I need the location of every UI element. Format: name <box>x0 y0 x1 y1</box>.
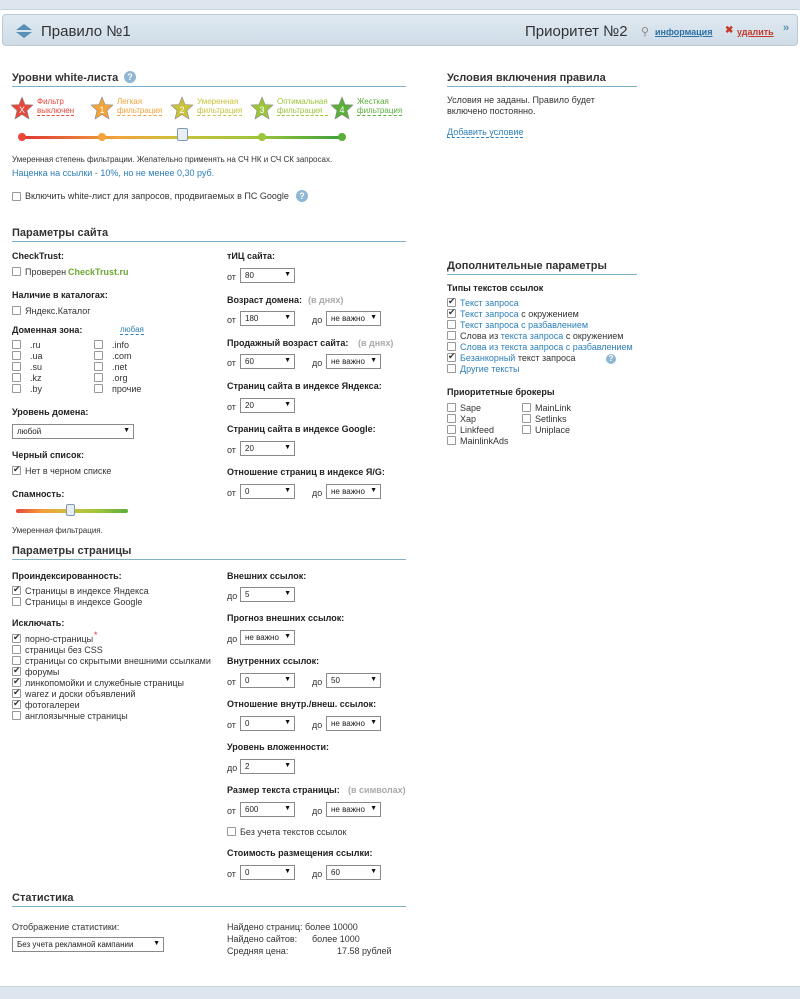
link-type-checkbox[interactable] <box>447 320 456 329</box>
link-type-text: текст запроса <box>515 353 576 363</box>
blacklist-checkbox[interactable] <box>12 466 21 475</box>
exclude-label: страницы без CSS <box>25 645 103 655</box>
zone-checkbox[interactable] <box>94 351 103 360</box>
link-type-text: с окружением <box>518 309 579 319</box>
exclude-checkbox[interactable] <box>12 678 21 687</box>
domain-age-from-select[interactable]: 180 ▼ <box>240 311 295 326</box>
link-type-checkbox[interactable] <box>447 298 456 307</box>
google-pages-label: Страниц сайта в индексе Google: <box>227 424 376 434</box>
zone-label: .by <box>30 384 43 394</box>
to-label: до <box>227 634 238 644</box>
from-label: от <box>227 315 236 325</box>
exclude-label: порно-страницы <box>25 634 94 644</box>
whitelist-description: Умеренная степень фильтрации. Желательно применять на СЧ НК и СЧ СК запросах. <box>12 155 333 164</box>
domain-level-select[interactable]: любой ▼ <box>12 424 134 439</box>
indexed-list <box>12 586 212 610</box>
level-label[interactable] <box>117 97 162 116</box>
section-divider <box>447 274 637 275</box>
section-divider <box>12 906 406 907</box>
exclude-label: страницы со скрытыми внешними ссылками <box>25 656 211 666</box>
spam-slider-handle[interactable] <box>66 504 75 516</box>
checktrust-checkbox[interactable] <box>12 267 21 276</box>
close-icon: ✖ <box>725 25 734 36</box>
sites-found-label: Найдено сайтов: <box>227 934 298 944</box>
rule-title: Правило №1 <box>41 23 131 40</box>
whitelist-levels <box>10 96 410 156</box>
level-label-line2: фильтрация <box>357 106 403 115</box>
broker-label: Uniplace <box>535 425 571 435</box>
from-label: от <box>227 677 236 687</box>
broker-checkbox[interactable] <box>447 436 456 445</box>
nesting-label: Уровень вложенности: <box>227 742 329 752</box>
to-label: до <box>312 806 323 816</box>
catalogs-label: Наличие в каталогах: <box>12 290 108 300</box>
level-label[interactable] <box>197 97 242 116</box>
link-type-text: Текст запроса с разбавлением <box>460 320 589 330</box>
zone-label: прочие <box>112 384 142 394</box>
section-divider <box>12 241 406 242</box>
whitelist-title: Уровни white-листа <box>12 72 119 84</box>
indexed-label: Проиндексированность: <box>12 571 122 581</box>
zone-checkbox[interactable] <box>12 340 21 349</box>
from-label: от <box>227 720 236 730</box>
level-label-line1: Фильтр <box>37 97 64 106</box>
zone-label: .ua <box>30 351 43 361</box>
exclude-checkbox[interactable] <box>12 689 21 698</box>
required-mark: * <box>94 630 98 640</box>
text-size-label: Размер текста страницы: <box>227 785 340 795</box>
link-type-checkbox[interactable] <box>447 353 456 362</box>
brokers-list <box>447 403 647 449</box>
indexed-label: Страницы в индексе Google <box>25 597 143 607</box>
level-label-line1: Жесткая <box>357 97 389 106</box>
link-type-text: с окружением <box>563 331 624 341</box>
ext-links-label: Внешних ссылок: <box>227 571 307 581</box>
level-label[interactable] <box>37 97 74 116</box>
site-params-title: Параметры сайта <box>12 227 109 239</box>
to-label: до <box>312 358 323 368</box>
level-label-line2: фильтрация <box>117 106 163 115</box>
domain-age-to-select[interactable]: не важно ▼ <box>326 311 381 326</box>
whitelist-slider-dot[interactable] <box>18 133 26 141</box>
whitelist-slider-dot[interactable] <box>338 133 346 141</box>
cost-to-select[interactable]: 60 ▼ <box>326 865 381 880</box>
broker-checkbox[interactable] <box>522 414 531 423</box>
int-links-label: Внутренних ссылок: <box>227 656 320 666</box>
domain-level-label: Уровень домена: <box>12 407 89 417</box>
page-params-title: Параметры страницы <box>12 545 132 557</box>
zone-checkbox[interactable] <box>12 351 21 360</box>
exclude-list <box>12 634 222 726</box>
google-whitelist-label: Включить white-лист для запросов, продвигаемых в ПС Google <box>25 191 289 201</box>
link-type-checkbox[interactable] <box>447 364 456 373</box>
indexed-label: Страницы в индексе Яндекса <box>25 586 149 596</box>
stats-display-label: Отображение статистики: <box>12 922 120 932</box>
to-label: до <box>312 677 323 687</box>
link-types-label: Типы текстов ссылок <box>447 283 544 293</box>
link-type-label <box>460 331 624 341</box>
whitelist-slider-handle[interactable] <box>177 128 188 141</box>
from-label: от <box>227 402 236 412</box>
exclude-label: фотогалереи <box>25 700 80 710</box>
section-divider <box>447 86 637 87</box>
delete-link[interactable]: удалить <box>737 27 774 37</box>
to-label: до <box>312 315 323 325</box>
zone-checkbox[interactable] <box>12 373 21 382</box>
whitelist-slider-dot[interactable] <box>258 133 266 141</box>
rule-header <box>2 14 798 46</box>
link-types-list <box>447 298 747 378</box>
link-type-checkbox[interactable] <box>447 342 456 351</box>
star-level-icon[interactable] <box>330 96 354 120</box>
from-label: от <box>227 445 236 455</box>
zone-checkbox[interactable] <box>94 384 103 393</box>
zone-checkbox[interactable] <box>94 373 103 382</box>
star-level-number: X <box>18 105 26 115</box>
to-label: до <box>312 720 323 730</box>
domain-age-unit: (в днях) <box>308 295 344 305</box>
double-chevron-down-icon[interactable]: » <box>783 22 790 34</box>
spam-text: Умеренная фильтрация. <box>12 526 103 535</box>
exclude-checkbox[interactable] <box>12 711 21 720</box>
no-link-text-label: Без учета текстов ссылок <box>240 827 347 837</box>
from-label: от <box>227 806 236 816</box>
zone-label: .ru <box>30 340 41 350</box>
pages-found-label: Найдено страниц: <box>227 922 303 932</box>
help-icon[interactable]: ? <box>606 354 616 364</box>
link-type-text: Безанкорный <box>460 353 516 363</box>
spam-label: Спамность: <box>12 489 65 499</box>
section-divider <box>12 559 406 560</box>
top-strip <box>0 0 800 10</box>
rule-priority: Приоритет №2 <box>525 23 628 40</box>
pages-found-value: более 10000 <box>305 922 358 932</box>
broker-label: Sape <box>460 403 482 413</box>
yg-ratio-label: Отношение страниц в индексе Я/G: <box>227 467 385 477</box>
yg-ratio-to-select[interactable]: не важно ▼ <box>326 484 381 499</box>
blacklist-label: Черный список: <box>12 450 84 460</box>
level-label-line1: Легкая <box>117 97 143 106</box>
level-label-line2: фильтрация <box>277 106 323 115</box>
star-level-number: 4 <box>339 105 345 115</box>
from-label: от <box>227 358 236 368</box>
search-icon: ⚲ <box>641 26 650 38</box>
link-type-label <box>460 298 519 308</box>
text-size-to-select[interactable]: не важно ▼ <box>326 802 381 817</box>
broker-label: Xap <box>460 414 477 424</box>
level-label[interactable] <box>357 97 402 116</box>
exclude-checkbox[interactable] <box>12 656 21 665</box>
conditions-text-1: Условия не заданы. Правило будет <box>447 95 595 105</box>
link-type-label <box>460 353 576 363</box>
indexed-checkbox[interactable] <box>12 586 21 595</box>
zone-label: .net <box>112 362 128 372</box>
blacklist-check-label: Нет в черном списке <box>25 466 112 476</box>
google-whitelist-checkbox[interactable] <box>12 192 21 201</box>
link-type-label <box>460 364 519 374</box>
sell-age-label: Продажный возраст сайта: <box>227 338 349 348</box>
exclude-checkbox[interactable] <box>12 645 21 654</box>
link-type-text: Слова из текста запроса с разбавлением <box>460 342 633 352</box>
zone-label: Доменная зона: <box>12 325 83 335</box>
avg-price-value: 17.58 рублей <box>337 946 392 956</box>
from-label: от <box>227 488 236 498</box>
link-type-text: Текст запроса <box>460 309 519 319</box>
brokers-label: Приоритетные брокеры <box>447 387 555 397</box>
to-label: до <box>312 488 323 498</box>
yandex-catalog-checkbox[interactable] <box>12 306 21 315</box>
whitelist-slider-dot[interactable] <box>98 133 106 141</box>
broker-label: MainlinkAds <box>460 436 509 446</box>
exclude-label: англоязычные страницы <box>25 711 128 721</box>
link-type-text: Текст запроса <box>460 298 519 308</box>
link-type-checkbox[interactable] <box>447 309 456 318</box>
section-divider <box>12 86 406 87</box>
checktrust-label: CheckTrust: <box>12 251 65 261</box>
collapse-toggle-icon[interactable] <box>16 24 32 38</box>
forecast-label: Прогноз внешних ссылок: <box>227 613 345 623</box>
level-label-line2: выключен <box>37 106 75 115</box>
checktrust-check-label: Проверен <box>25 267 67 277</box>
help-icon[interactable]: ? <box>296 190 308 202</box>
indexed-checkbox[interactable] <box>12 597 21 606</box>
broker-checkbox[interactable] <box>522 425 531 434</box>
broker-label: Linkfeed <box>460 425 495 435</box>
yandex-pages-label: Страниц сайта в индексе Яндекса: <box>227 381 382 391</box>
exclude-label: Исключать: <box>12 618 65 628</box>
zone-label: .com <box>112 351 132 361</box>
yandex-catalog-label: Яндекс.Каталог <box>25 306 91 316</box>
zone-checkbox[interactable] <box>94 340 103 349</box>
link-type-label <box>460 309 579 319</box>
tic-label: тИЦ сайта: <box>227 251 276 261</box>
broker-checkbox[interactable] <box>447 414 456 423</box>
domain-age-label: Возраст домена: <box>227 295 302 305</box>
level-label-line2: фильтрация <box>197 106 243 115</box>
exclude-label: линкопомойки и служебные страницы <box>25 678 185 688</box>
link-type-label <box>460 320 588 330</box>
text-size-from-select[interactable]: 600 ▼ <box>240 802 295 817</box>
link-ratio-to-select[interactable]: не важно ▼ <box>326 716 381 731</box>
avg-price-label: Средняя цена: <box>227 946 289 956</box>
level-label[interactable] <box>277 97 328 116</box>
zone-label: .kz <box>30 373 42 383</box>
broker-checkbox[interactable] <box>522 403 531 412</box>
help-icon[interactable]: ? <box>124 71 136 83</box>
zone-list <box>12 340 192 400</box>
exclude-checkbox[interactable] <box>12 667 21 676</box>
tic-from-select[interactable]: 80 ▼ <box>240 268 295 283</box>
to-label: до <box>312 869 323 879</box>
int-links-to-select[interactable]: 50 ▼ <box>326 673 381 688</box>
broker-label: MainLink <box>535 403 572 413</box>
exclude-label: форумы <box>25 667 60 677</box>
link-ratio-label: Отношение внутр./внеш. ссылок: <box>227 699 377 709</box>
broker-checkbox[interactable] <box>447 403 456 412</box>
forecast-to-select[interactable]: не важно ▼ <box>240 630 295 645</box>
star-level-number: 1 <box>99 105 105 115</box>
stats-title: Статистика <box>12 892 74 904</box>
link-type-text: Слова из <box>460 331 501 341</box>
level-label-line1: Оптимальная <box>277 97 328 106</box>
add-condition-link[interactable]: Добавить условие <box>447 127 524 137</box>
star-level-number: 2 <box>179 105 185 115</box>
extra-params-title: Дополнительные параметры <box>447 260 607 272</box>
sell-age-from-select[interactable]: 60 ▼ <box>240 354 295 369</box>
link-type-label <box>460 342 633 352</box>
zone-any-link[interactable]: любая <box>120 325 144 334</box>
link-ratio-from-select[interactable]: 0 ▼ <box>240 716 295 731</box>
bottom-strip <box>0 986 800 999</box>
broker-label: Setlinks <box>535 414 567 424</box>
conditions-text-2: включено постоянно. <box>447 106 536 116</box>
no-link-text-checkbox[interactable] <box>227 827 236 836</box>
zone-checkbox[interactable] <box>94 362 103 371</box>
sell-age-unit: (в днях) <box>358 338 394 348</box>
nesting-to-select[interactable]: 2 ▼ <box>240 759 295 774</box>
exclude-label: warez и доски объявлений <box>25 689 136 699</box>
star-level-icon[interactable] <box>170 96 194 120</box>
to-label: до <box>227 591 238 601</box>
link-type-text: текста запроса <box>500 331 564 341</box>
stats-display-select[interactable]: Без учета рекламной кампании ▼ <box>12 937 164 952</box>
zone-label: .org <box>112 373 128 383</box>
yandex-pages-from-select[interactable]: 20 ▼ <box>240 398 295 413</box>
exclude-checkbox[interactable] <box>12 700 21 709</box>
star-level-icon[interactable] <box>90 96 114 120</box>
conditions-title: Условия включения правила <box>447 72 606 84</box>
cost-label: Стоимость размещения ссылки: <box>227 848 373 858</box>
star-level-icon[interactable] <box>10 96 34 120</box>
zone-label: .su <box>30 362 43 372</box>
from-label: от <box>227 272 236 282</box>
checktrust-logo[interactable]: CheckTrust.ru <box>68 267 129 277</box>
whitelist-markup: Наценка на ссылки - 10%, но не менее 0,30 руб. <box>12 168 215 178</box>
zone-checkbox[interactable] <box>12 362 21 371</box>
from-label: от <box>227 869 236 879</box>
google-pages-from-select[interactable]: 20 ▼ <box>240 441 295 456</box>
yg-ratio-from-select[interactable]: 0 ▼ <box>240 484 295 499</box>
star-level-icon[interactable] <box>250 96 274 120</box>
broker-checkbox[interactable] <box>447 425 456 434</box>
star-level-number: 3 <box>259 105 265 115</box>
zone-checkbox[interactable] <box>12 384 21 393</box>
link-type-checkbox[interactable] <box>447 331 456 340</box>
sell-age-to-select[interactable]: не важно ▼ <box>326 354 381 369</box>
info-link[interactable]: информация <box>655 27 713 37</box>
to-label: до <box>227 763 238 773</box>
level-label-line1: Умеренная <box>197 97 239 106</box>
int-links-from-select[interactable]: 0 ▼ <box>240 673 295 688</box>
cost-from-select[interactable]: 0 ▼ <box>240 865 295 880</box>
exclude-checkbox[interactable] <box>12 634 21 643</box>
sites-found-value: более 1000 <box>312 934 360 944</box>
ext-links-to-select[interactable]: 5 ▼ <box>240 587 295 602</box>
link-type-text: Другие тексты <box>460 364 520 374</box>
zone-label: .info <box>112 340 130 350</box>
text-size-unit: (в символах) <box>348 785 406 795</box>
